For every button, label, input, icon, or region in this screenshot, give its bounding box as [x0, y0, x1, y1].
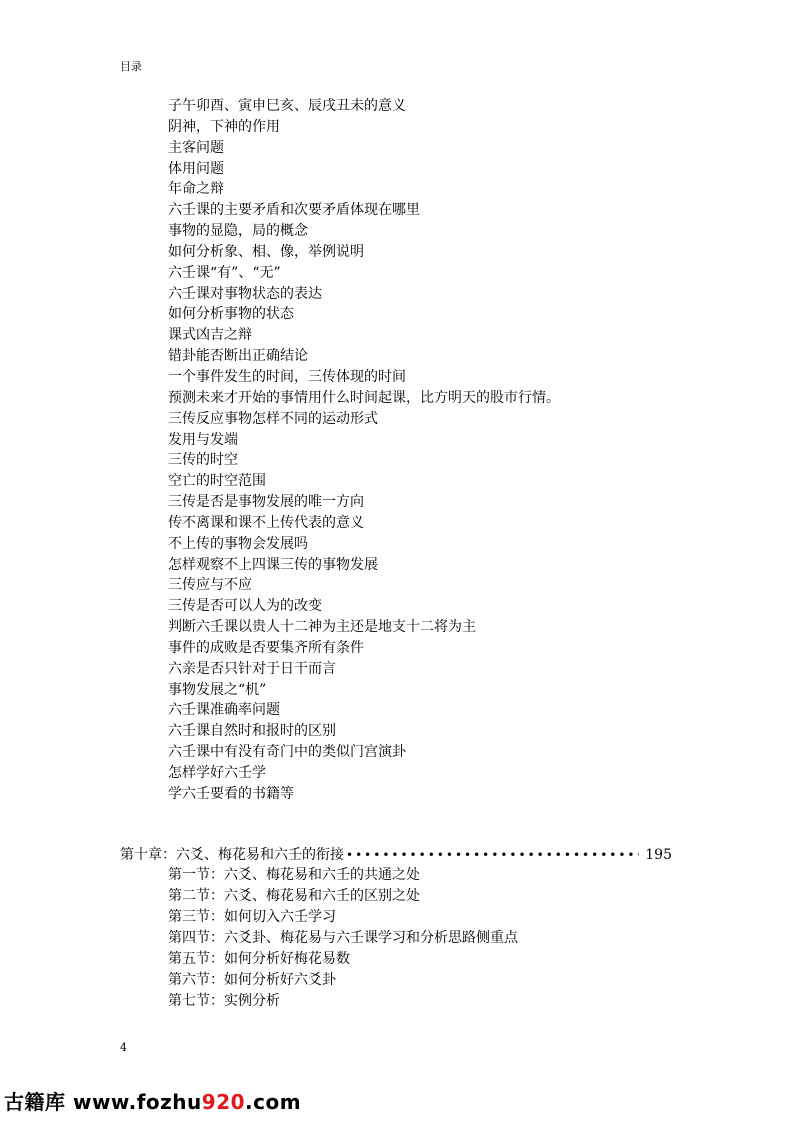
watermark-url-suffix: .com — [245, 1090, 302, 1114]
toc-item: 六壬课对事物状态的表达 — [168, 285, 322, 302]
toc-item: 传不离课和课不上传代表的意义 — [168, 514, 364, 531]
chapter-page-number: 195 — [645, 847, 672, 863]
toc-item: 空亡的时空范围 — [168, 473, 266, 490]
toc-item: 六壬课中有没有奇门中的类似门宫演卦 — [168, 744, 406, 761]
toc-item: 事物发展之“机” — [168, 681, 267, 698]
page-number: 4 — [120, 1041, 127, 1054]
section-item[interactable]: 第四节：六爻卦、梅花易与六壬课学习和分析思路侧重点 — [168, 930, 518, 946]
toc-item: 六壬课的主要矛盾和次要矛盾体现在哪里 — [168, 202, 420, 219]
section-item[interactable]: 第二节：六爻、梅花易和六壬的区别之处 — [168, 888, 420, 904]
section-item[interactable]: 第五节：如何分析好梅花易数 — [168, 951, 350, 967]
section-item[interactable]: 第七节：实例分析 — [168, 993, 280, 1009]
chapter-title: 第十章：六爻、梅花易和六壬的衔接 — [120, 847, 344, 863]
toc-item: 不上传的事物会发展吗 — [168, 535, 308, 552]
toc-item: 一个事件发生的时间，三传体现的时间 — [168, 368, 406, 385]
watermark-url-accent: 920 — [201, 1090, 246, 1114]
toc-item: 三传是否是事物发展的唯一方向 — [168, 494, 364, 511]
toc-item: 三传应与不应 — [168, 577, 252, 594]
toc-item: 错卦能否断出正确结论 — [168, 348, 308, 365]
chapter-entry[interactable] — [120, 845, 672, 866]
toc-item: 六壬课准确率问题 — [168, 702, 280, 719]
toc-item: 怎样观察不上四课三传的事物发展 — [168, 556, 378, 573]
watermark-brand: 古籍库 — [4, 1090, 66, 1114]
section-list — [168, 865, 728, 1012]
toc-item: 如何分析事物的状态 — [168, 306, 294, 323]
page-header: 目录 — [120, 60, 142, 73]
toc-item: 六壬课自然时和报时的区别 — [168, 723, 336, 740]
toc-item: 三传是否可以人为的改变 — [168, 598, 322, 615]
toc-item: 怎样学好六壬学 — [168, 765, 266, 781]
toc-item: 六壬课“有”、“无” — [168, 264, 281, 281]
toc-item: 学六壬要看的书籍等 — [168, 785, 294, 802]
toc-item: 主客问题 — [168, 139, 224, 156]
toc-item: 预测未来才开始的事情用什么时间起课，比方明天的股市行情。 — [168, 389, 560, 406]
section-item[interactable]: 第三节：如何切入六壬学习 — [168, 909, 336, 925]
toc-question-list — [168, 96, 728, 805]
section-item[interactable]: 第一节：六爻、梅花易和六壬的共通之处 — [168, 867, 420, 883]
toc-item: 事物的显隐，局的概念 — [168, 223, 308, 240]
toc-item: 三传反应事物怎样不同的运动形式 — [168, 410, 378, 427]
toc-item: 年命之辩 — [168, 181, 224, 198]
toc-item: 体用问题 — [168, 160, 224, 177]
toc-item: 子午卯酉、寅申巳亥、辰戌丑未的意义 — [168, 98, 406, 114]
toc-item: 事件的成败是否要集齐所有条件 — [168, 639, 364, 656]
section-item[interactable]: 第六节：如何分析好六爻卦 — [168, 972, 336, 988]
toc-item: 阴神，下神的作用 — [168, 118, 280, 135]
toc-item: 如何分析象、相、像，举例说明 — [168, 243, 364, 260]
site-watermark — [4, 1086, 301, 1115]
toc-item: 发用与发端 — [168, 431, 238, 448]
toc-item: 判断六壬课以贵人十二神为主还是地支十二将为主 — [168, 619, 476, 636]
dot-leader — [346, 845, 639, 866]
toc-item: 三传的时空 — [168, 452, 238, 469]
toc-item: 六亲是否只针对于日干而言 — [168, 660, 336, 677]
watermark-url-prefix: www.fozhu — [72, 1090, 202, 1114]
toc-item: 课式凶吉之辩 — [168, 327, 252, 344]
